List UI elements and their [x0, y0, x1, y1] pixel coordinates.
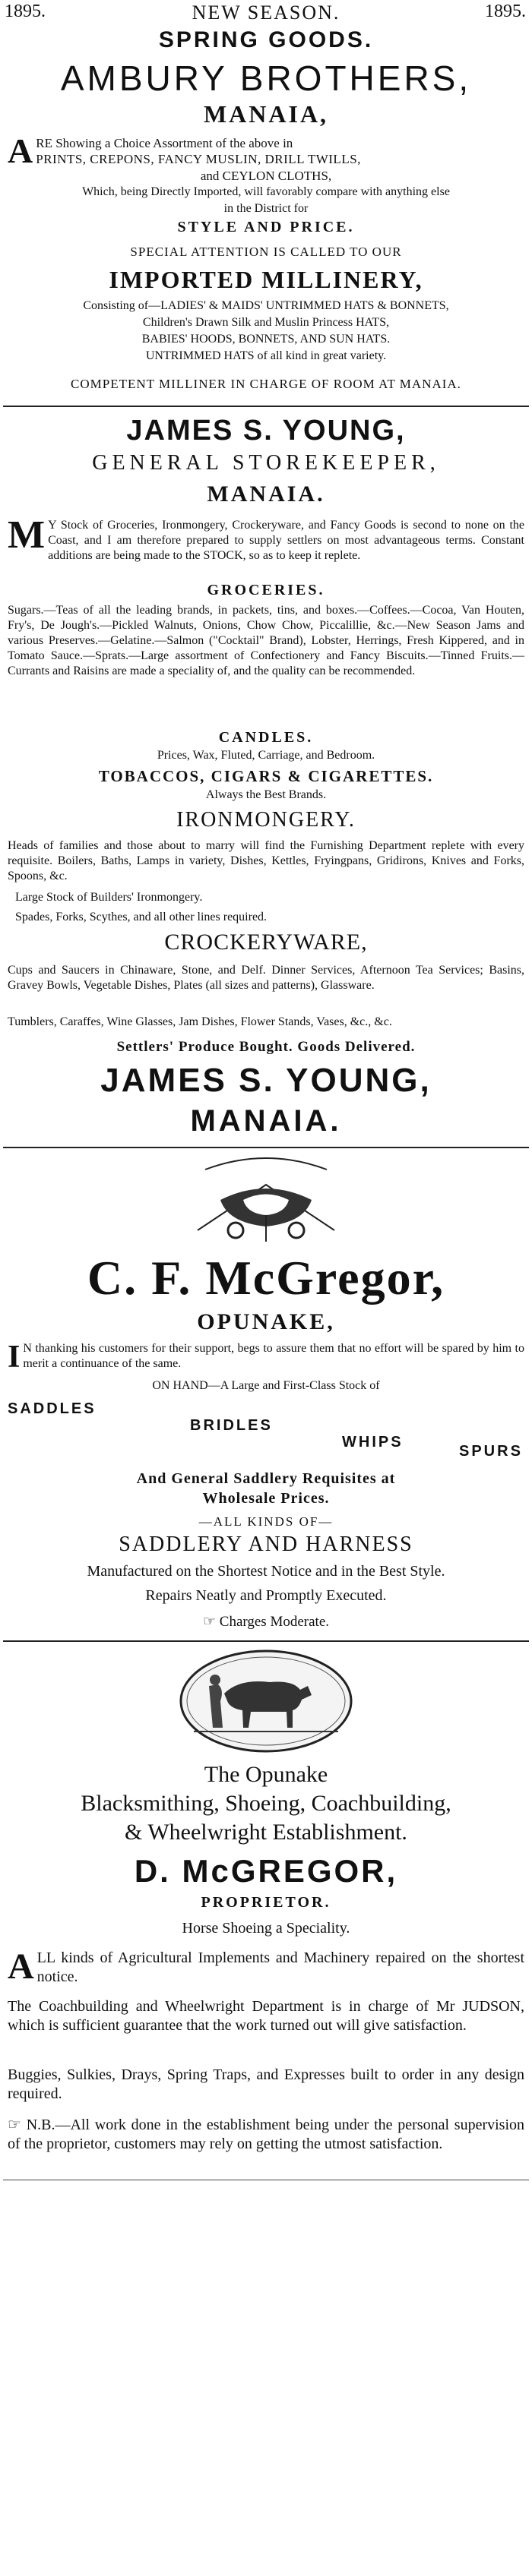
ad2-intro: Y Stock of Groceries, Ironmongery, Crockeryware, and Fancy Goods is second to none on the Coast, and I am therefore prepared to supply settlers on most advantageous terms. Constant additions are being made to the STOCK, so as to keep it replete.: [48, 519, 524, 562]
ironmongery-text-2: Large Stock of Builders' Ironmongery.: [15, 891, 203, 904]
year-left: 1895.: [5, 2, 46, 21]
horse-shoeing-icon: [179, 1648, 353, 1754]
spring-goods-heading: SPRING GOODS.: [158, 27, 374, 52]
proprietor-name: D. McGREGOR,: [134, 1853, 398, 1889]
blacksmith-emblem: [179, 1648, 353, 1754]
competent-milliner: COMPETENT MILLINER IN CHARGE OF ROOM AT MANAIA.: [71, 377, 461, 391]
all-kinds: —ALL KINDS OF—: [198, 1514, 334, 1529]
settlers-produce: Settlers' Produce Bought. Goods Delivered.: [116, 1039, 416, 1055]
groceries-heading: GROCERIES.: [207, 582, 325, 598]
saddler-town: OPUNAKE,: [197, 1309, 335, 1334]
firm-town: MANAIA,: [203, 100, 329, 128]
ad1-intro-block: [8, 131, 524, 170]
requisites-1: And General Saddlery Requisites at: [136, 1470, 396, 1487]
ad4-intro-block: [8, 1946, 524, 1987]
groceries-text: Sugars.—Teas of all the leading brands, in packets, tins, and boxes.—Coffees.—Cocoa, Van Houten, Fry's, De Jough's.—Pickled Walnuts, Onions, Chow Chow, Piccalillie, &c.—New Season Jams and various Preserves.—Gelatine.—Salmon ("Cocktail" Brand), Lobster, Herrings, Fresh Kippered, and in Tomato Sauce.—Sprats.—Large assortment of Confectionery and Fancy Biscuits.—Tinned Fruits.—Currants and Raisins are made a speciality of, and the quality can be recommended.: [8, 604, 524, 677]
repairs: Repairs Neatly and Promptly Executed.: [145, 1587, 387, 1604]
special-attention: SPECIAL ATTENTION IS CALLED TO OUR: [130, 245, 402, 259]
divider-2: [3, 1147, 529, 1148]
requisites-2: Wholesale Prices.: [202, 1490, 330, 1507]
signature-town: MANAIA.: [190, 1104, 342, 1138]
millinery-line-3: BABIES' HOODS, BONNETS, AND SUN HATS.: [141, 333, 391, 346]
item-whips: WHIPS: [342, 1434, 404, 1451]
drop-cap: M: [8, 513, 46, 557]
manufactured: Manufactured on the Shortest Notice and in the Best Style.: [87, 1563, 445, 1580]
ad1-intro: RE Showing a Choice Assortment of the above in: [36, 136, 293, 150]
horse-shoeing: Horse Shoeing a Speciality.: [182, 1920, 350, 1937]
ad3-intro: N thanking his customers for their support, begs to assure them that no effort will be spared by him to merit a continuance of the same.: [23, 1342, 524, 1370]
ad2-intro-block: [8, 513, 524, 564]
charges: Charges Moderate.: [219, 1614, 329, 1630]
pointing-hand-icon: ☞: [202, 1614, 220, 1630]
coachbuilding-text: The Coachbuilding and Wheelwright Department is in charge of Mr JUDSON, which is sufficient guarantee that the work turned out will give satisfaction.: [8, 1998, 524, 2034]
saddle-emblem: [190, 1154, 342, 1247]
nb-block: [8, 2116, 524, 2154]
divider-3: [3, 1640, 529, 1642]
saddler-name: C. F. McGregor,: [87, 1251, 445, 1305]
drop-cap: I: [8, 1340, 21, 1375]
drop-cap: A: [8, 1946, 34, 1987]
imported-millinery: IMPORTED MILLINERY,: [109, 266, 423, 293]
buggies-text: Buggies, Sulkies, Drays, Spring Traps, and Expresses built to order in any design required.: [8, 2066, 524, 2102]
ironmongery-text-1: Heads of families and those about to marry will find the Furnishing Department replete with every requisite. Boilers, Baths, Lamps in variety, Dishes, Kettles, Fryingpans, Gridirons, Knives and Forks, Spoons, &c.: [8, 839, 524, 882]
all-kinds-text: LL kinds of Agricultural Implements and Machinery repaired on the shortest notice.: [36, 1949, 524, 1985]
candles-text: Prices, Wax, Fluted, Carriage, and Bedroom.: [157, 749, 375, 762]
establishment-title-2: Blacksmithing, Shoeing, Coachbuilding,: [81, 1791, 451, 1816]
crockeryware-text-1: Cups and Saucers in Chinaware, Stone, and Delf. Dinner Services, Afternoon Tea Services; Basins, Gravey Bowls, Vegetable Dishes, Plates (all sizes and patterns), Glassware.: [8, 964, 524, 992]
firm-name: AMBURY BROTHERS,: [60, 58, 472, 98]
drop-cap: A: [8, 131, 33, 170]
ironmongery-text-3: Spades, Forks, Scythes, and all other lines required.: [15, 911, 268, 923]
signature-name: JAMES S. YOUNG,: [100, 1062, 432, 1099]
establishment-title-1: The Opunake: [204, 1762, 328, 1787]
charges-line: [0, 1613, 532, 1631]
crockeryware-text-2: Tumblers, Caraffes, Wine Glasses, Jam Dishes, Flower Stands, Vases, &c., &c.: [8, 1015, 392, 1028]
candles-heading: CANDLES.: [218, 729, 314, 746]
divider-1: [3, 406, 529, 407]
pointing-hand-icon: ☞: [8, 2117, 27, 2133]
storekeeper-trade: GENERAL STOREKEEPER,: [92, 451, 440, 475]
ad1-text-1: Which, being Directly Imported, will favorably compare with anything else: [82, 185, 450, 198]
page-header: [0, 2, 532, 23]
year-right: 1895.: [485, 2, 526, 21]
saddle-icon: [190, 1154, 342, 1247]
goods-line-1: PRINTS, CREPONS, FANCY MUSLIN, DRILL TWILLS,: [36, 152, 361, 166]
style-price: STYLE AND PRICE.: [177, 219, 355, 235]
crockeryware-heading: CROCKERYWARE,: [164, 930, 368, 955]
establishment-title-3: & Wheelwright Establishment.: [125, 1820, 407, 1845]
nb-text: N.B.—All work done in the establishment being under the personal supervision of the proprietor, customers may rely on getting the utmost satisfaction.: [8, 2117, 524, 2152]
ironmongery-heading: IRONMONGERY.: [176, 808, 356, 832]
goods-line-2: and CEYLON CLOTHS,: [200, 169, 332, 183]
ad1-text-2: in the District for: [223, 202, 309, 215]
millinery-line-4: UNTRIMMED HATS of all kind in great variety.: [145, 349, 387, 362]
on-hand: ON HAND—A Large and First-Class Stock of: [152, 1379, 380, 1392]
tobacco-heading: TOBACCOS, CIGARS & CIGARETTES.: [98, 767, 434, 785]
storekeeper-name: JAMES S. YOUNG,: [126, 415, 406, 447]
ad3-intro-block: [8, 1340, 524, 1375]
millinery-line-1: Consisting of—LADIES' & MAIDS' UNTRIMMED HATS & BONNETS,: [83, 299, 449, 312]
item-saddles: SADDLES: [8, 1400, 97, 1417]
item-spurs: SPURS: [459, 1443, 523, 1460]
proprietor-label: PROPRIETOR.: [201, 1894, 331, 1911]
header-title: NEW SEASON.: [192, 2, 340, 24]
millinery-line-2: Children's Drawn Silk and Muslin Princess HATS,: [142, 316, 390, 329]
storekeeper-town: MANAIA.: [207, 481, 325, 507]
saddlery-harness: SADDLERY AND HARNESS: [119, 1533, 413, 1556]
tobacco-text: Always the Best Brands.: [205, 788, 327, 801]
item-bridles: BRIDLES: [190, 1417, 273, 1434]
